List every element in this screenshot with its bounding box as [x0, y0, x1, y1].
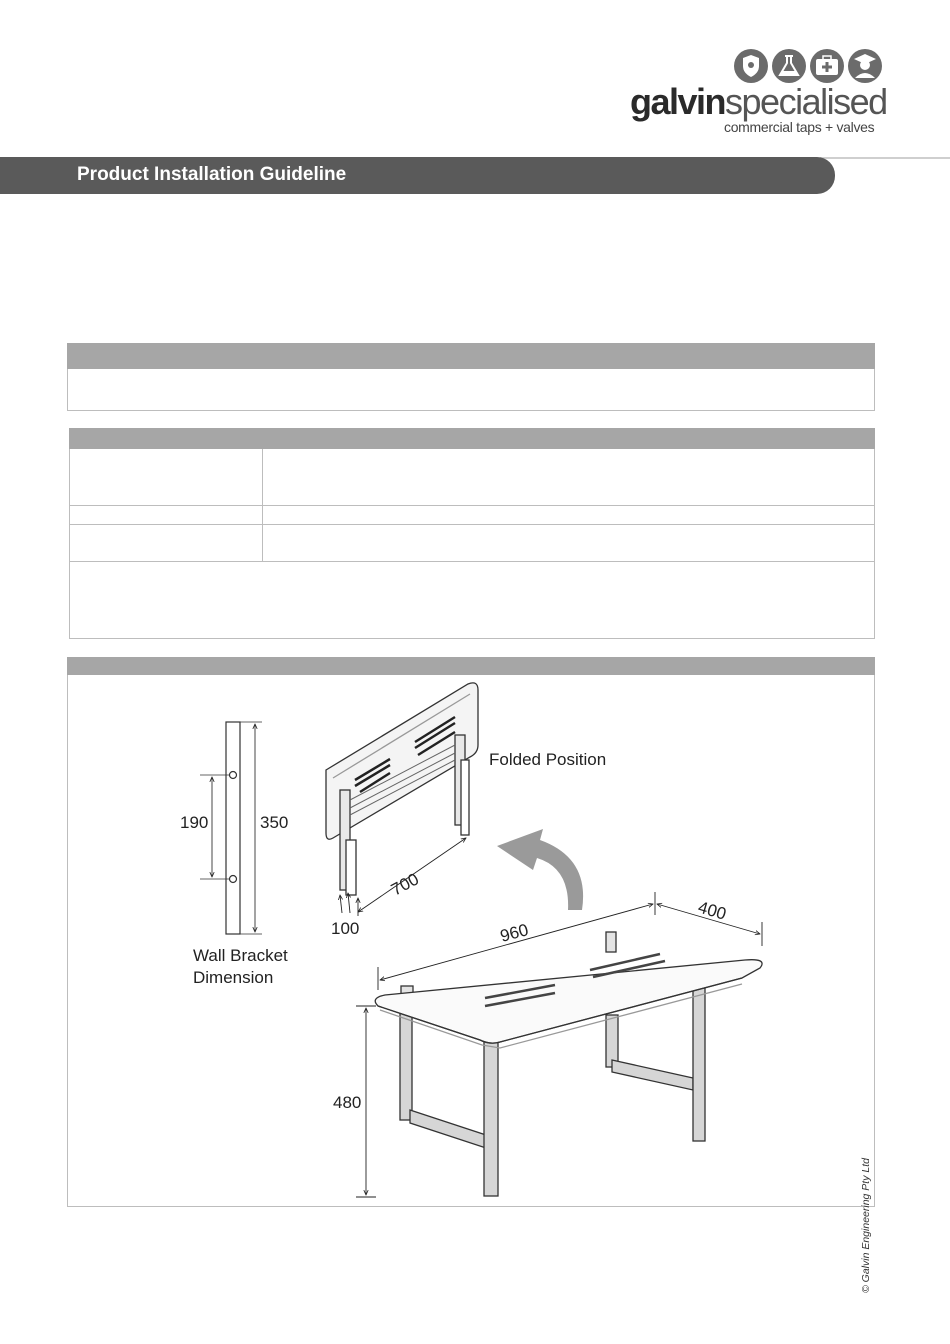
dim-seat-width: 400	[695, 897, 729, 924]
wall-bracket-drawing	[200, 722, 262, 934]
wall-bracket-label-1: Wall Bracket	[193, 946, 288, 965]
folded-seat-drawing	[326, 683, 478, 895]
folded-position-label: Folded Position	[489, 750, 607, 769]
brand-tagline: commercial taps + valves	[724, 119, 875, 135]
seat-drawing	[375, 932, 762, 1196]
brand-name-light: specialised	[725, 81, 887, 122]
dim-seat-height: 480	[333, 1093, 362, 1112]
dim-bracket-inner: 190	[180, 813, 209, 832]
dim-seat-length: 960	[498, 920, 531, 946]
dim-folded-offset: 100	[331, 919, 360, 938]
dim-bracket-outer: 350	[260, 813, 289, 832]
wall-bracket-label-2: Dimension	[193, 968, 274, 987]
fold-arrow-icon	[497, 829, 583, 910]
dim-folded-depth: 700	[387, 869, 422, 900]
copyright-notice: © Galvin Engineering Pty Ltd	[860, 1158, 872, 1293]
brand-name-bold: galvin	[630, 81, 726, 122]
page-title: Product Installation Guideline	[77, 164, 347, 185]
